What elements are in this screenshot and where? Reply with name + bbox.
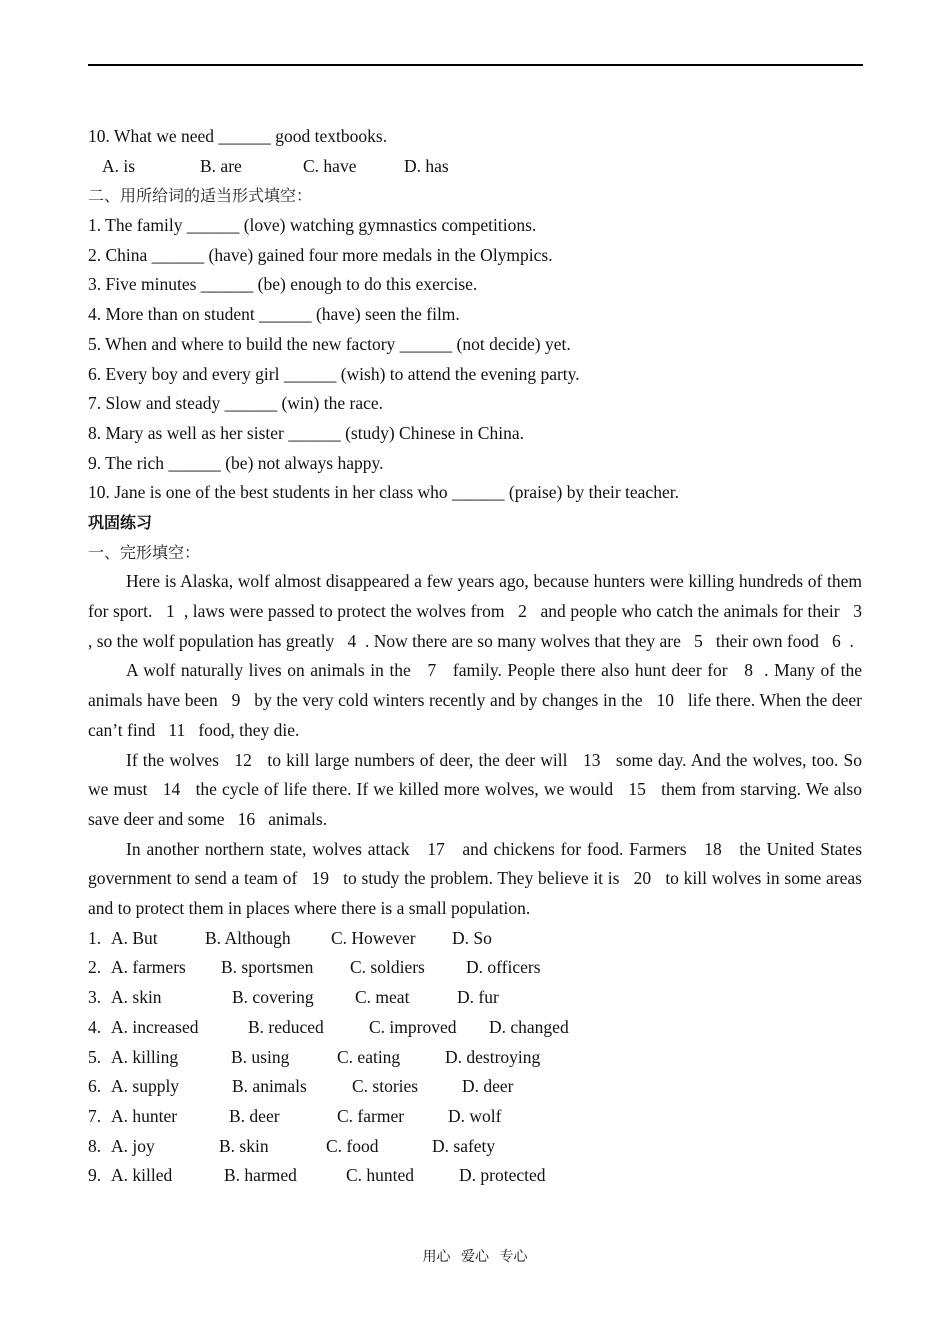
option: A. hunter [111, 1105, 178, 1126]
option: A. joy [111, 1135, 155, 1156]
question-number: 7. [88, 1105, 102, 1126]
option: A. skin [111, 987, 162, 1008]
option: D. fur [457, 987, 499, 1008]
passage-paragraph: In another northern state, wolves attack 17 and chickens for food. Farmers 18 the United States government to send a team of 19 to study the problem. They believe it is 20 to kill wolves in some areas and to protect them in places where there is a small population. [88, 838, 867, 919]
option: B. using [231, 1046, 290, 1067]
option: D. has [404, 155, 449, 176]
fill-in-item: 7. Slow and steady ______ (win) the race. [88, 393, 383, 414]
question-number: 8. [88, 1135, 102, 1156]
option: C. food [326, 1135, 379, 1156]
question-number: 2. [88, 957, 102, 978]
option: B. deer [229, 1105, 280, 1126]
option: C. However [331, 927, 416, 948]
option: C. meat [355, 987, 410, 1008]
option: D. wolf [448, 1105, 502, 1126]
footer: 用心 爱心 专心 [422, 1249, 528, 1265]
option: D. So [452, 927, 492, 948]
fill-in-item: 8. Mary as well as her sister ______ (study) Chinese in China. [88, 422, 524, 443]
option: C. improved [369, 1016, 457, 1037]
option: C. soldiers [350, 957, 425, 978]
question-number: 5. [88, 1046, 102, 1067]
fill-in-item: 4. More than on student ______ (have) seen the film. [88, 304, 460, 325]
option: A. is [102, 155, 136, 176]
practice-subtitle: 一、完形填空： [88, 542, 201, 562]
question-number: 3. [88, 987, 102, 1008]
cloze-questions [88, 924, 862, 1191]
option: C. stories [352, 1076, 419, 1097]
content [88, 122, 871, 1191]
section-2-title: 二、用所给词的适当形式填空： [88, 186, 313, 206]
fill-in-item: 5. When and where to build the new factory ______ (not decide) yet. [88, 333, 571, 354]
passage-paragraph: Here is Alaska, wolf almost disappeared a few years ago, because hunters were killing hundreds of them for sport. 1 , laws were passed to protect the wolves from 2 and people who catch the animals for their 3 , so the wolf population has greatly 4 . Now there are so many wolves that they are 5 their own food 6 . [88, 571, 871, 651]
option: A. farmers [111, 957, 186, 978]
option: B. Although [205, 927, 291, 948]
fill-in-item: 3. Five minutes ______ (be) enough to do this exercise. [88, 274, 478, 295]
fill-in-item: 2. China ______ (have) gained four more medals in the Olympics. [88, 244, 553, 265]
option: B. reduced [248, 1016, 324, 1037]
practice-heading: 巩固练习 [88, 512, 153, 532]
option: C. farmer [337, 1105, 405, 1126]
cloze-question [88, 1013, 862, 1043]
cloze-question [88, 1102, 862, 1132]
question-number: 9. [88, 1165, 102, 1186]
cloze-question [88, 1072, 862, 1102]
option: B. sportsmen [221, 957, 314, 978]
option: D. destroying [445, 1046, 541, 1067]
fill-in-item: 1. The family ______ (love) watching gymnastics competitions. [88, 215, 537, 236]
section-2-items [88, 211, 862, 508]
option: A. increased [111, 1016, 199, 1037]
cloze-question [88, 1132, 862, 1162]
option: D. changed [489, 1016, 569, 1037]
option: B. harmed [224, 1165, 297, 1186]
option: D. safety [432, 1135, 496, 1156]
cloze-question [88, 1043, 862, 1073]
fill-in-item: 6. Every boy and every girl ______ (wish) to attend the evening party. [88, 363, 580, 384]
cloze-question [88, 983, 862, 1013]
option: A. killing [111, 1046, 179, 1067]
question-number: 4. [88, 1016, 102, 1037]
cloze-passage [88, 567, 871, 923]
option: D. officers [466, 957, 541, 978]
option: B. are [200, 155, 242, 176]
question-10-options [88, 152, 862, 182]
option: B. covering [232, 987, 314, 1008]
cloze-question [88, 953, 862, 983]
header-rule [88, 64, 863, 66]
option: B. skin [219, 1135, 269, 1156]
option: A. supply [111, 1076, 180, 1097]
option: C. have [303, 155, 357, 176]
option: D. deer [462, 1076, 514, 1097]
fill-in-item: 9. The rich ______ (be) not always happy. [88, 452, 384, 473]
passage-paragraph: If the wolves 12 to kill large numbers of deer, the deer will 13 some day. And the wolves, too. So we must 14 the cycle of life there. If we killed more wolves, we would 15 them from starving. We also save deer and some 16 animals. [88, 749, 867, 829]
option: B. animals [232, 1076, 307, 1097]
cloze-question [88, 924, 862, 954]
cloze-question [88, 1161, 862, 1191]
option: A. killed [111, 1165, 173, 1186]
fill-in-item: 10. Jane is one of the best students in her class who ______ (praise) by their teacher. [88, 482, 679, 503]
option: A. But [111, 927, 158, 948]
passage-paragraph: A wolf naturally lives on animals in the 7 family. People there also hunt deer for 8 . Many of the animals have been 9 by the very cold winters recently and by changes in the 10 life there. When the deer can’t find 11 food, they die. [88, 660, 867, 740]
option: D. protected [459, 1165, 546, 1186]
option: C. eating [337, 1046, 401, 1067]
option: C. hunted [346, 1165, 415, 1186]
question-10-stem: 10. What we need ______ good textbooks. [88, 126, 388, 146]
question-number: 6. [88, 1076, 102, 1097]
question-number: 1. [88, 927, 102, 948]
